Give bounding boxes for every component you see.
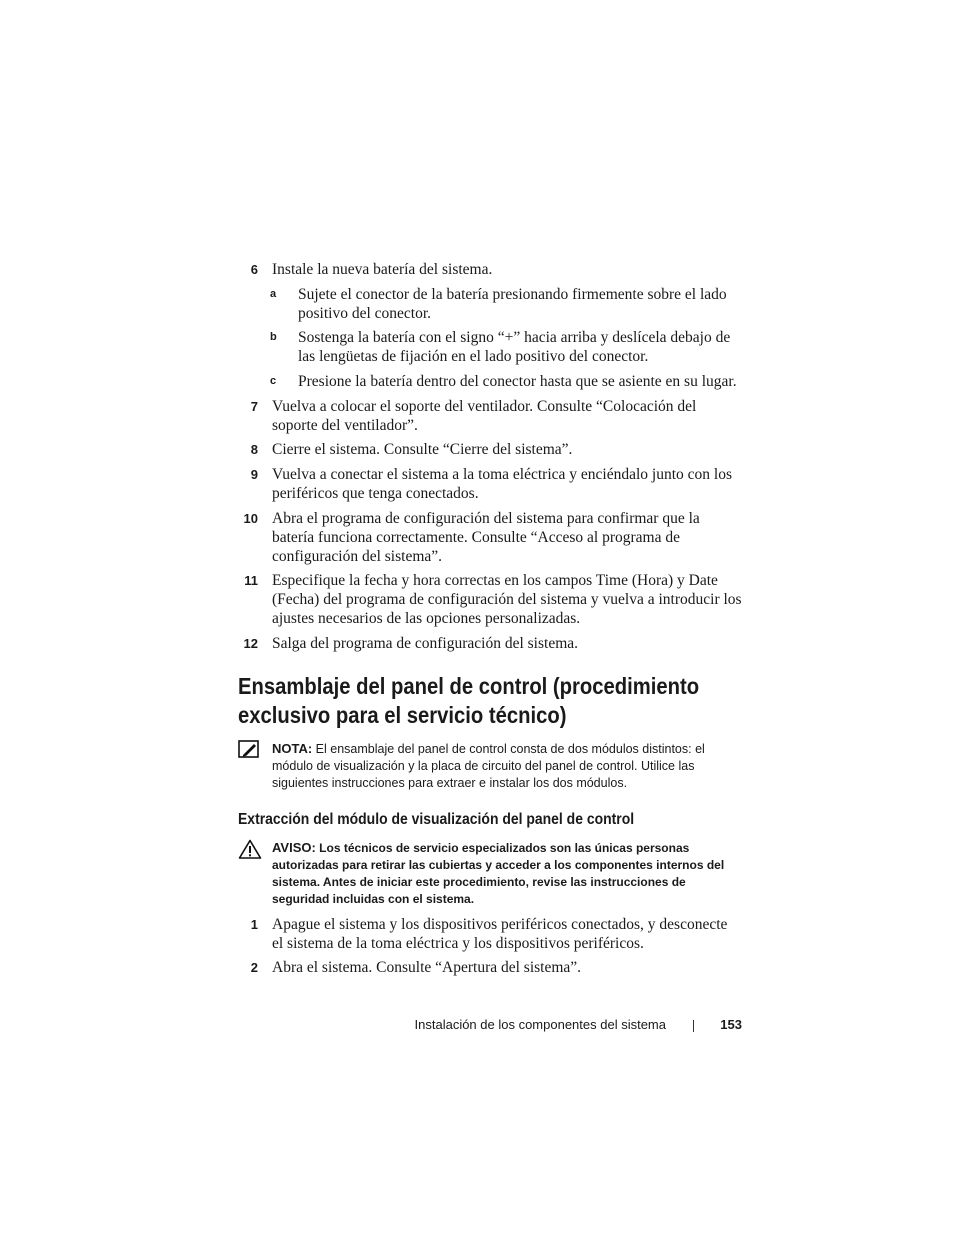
step-number: 9	[250, 467, 258, 482]
step-number: 7	[250, 399, 258, 414]
field-name-time: Time	[595, 572, 628, 589]
field-name-date: Date	[688, 572, 718, 589]
substep-text: Sujete el conector de la batería presionando firmemente sobre el lado positivo del conector.	[298, 286, 727, 322]
step-number: 11	[244, 573, 258, 588]
step-text-part: Especifique la fecha y hora correctas en los campos	[272, 572, 596, 589]
page-footer	[238, 1014, 742, 1036]
step-text: Vuelva a colocar el soporte del ventilador. Consulte “Colocación del soporte del ventilador”.	[272, 398, 697, 434]
note-body	[272, 740, 742, 792]
step-text: Instale la nueva batería del sistema.	[272, 261, 493, 278]
substep-text: Presione la batería dentro del conector hasta que se asiente en su lugar.	[298, 373, 737, 390]
step-text-part: (Hora) y	[627, 572, 689, 589]
substep-text: Sostenga la batería con el signo “+” hacia arriba y deslícela debajo de las lengüetas de fijación en el lado positivo del conector.	[298, 329, 731, 365]
step-number: 8	[250, 442, 258, 457]
step-text: Apague el sistema y los dispositivos periféricos conectados, y desconecte el sistema de la toma eléctrica y los dispositivos periféricos.	[272, 916, 728, 952]
step-text: Salga del programa de configuración del sistema.	[272, 635, 579, 652]
substep-letter: b	[270, 331, 277, 343]
warning-body	[272, 839, 742, 908]
pencil-note-icon	[238, 740, 260, 763]
section-heading: Ensamblaje del panel de control (procedimiento exclusivo para el servicio técnico)	[238, 673, 700, 728]
page-number: 153	[720, 1017, 742, 1032]
step-text-part: (Fecha) del programa de configuración del sistema y vuelva a introducir los ajustes necesarios de las opciones personalizadas.	[272, 591, 742, 627]
step-text: Cierre el sistema. Consulte “Cierre del sistema”.	[272, 441, 573, 458]
note-label: NOTA:	[272, 741, 313, 756]
subsection-heading: Extracción del módulo de visualización del panel de control	[238, 811, 635, 828]
warning-triangle-icon	[238, 839, 262, 864]
step-text: Vuelva a conectar el sistema a la toma eléctrica y enciéndalo junto con los periféricos que tenga conectados.	[272, 466, 732, 502]
step-text: Abra el sistema. Consulte “Apertura del sistema”.	[272, 959, 582, 976]
substep-letter: a	[270, 288, 277, 300]
warning-label: AVISO:	[272, 840, 316, 855]
step-text	[272, 571, 742, 628]
warning-text: Los técnicos de servicio especializados son las únicas personas autorizadas para retirar las cubiertas y acceder a los componentes internos del sistema. Antes de iniciar este procedimiento, revise las instrucciones de seguridad incluidas con el sistema.	[272, 841, 725, 906]
footer-divider	[693, 1020, 694, 1032]
footer-chapter-title: Instalación de los componentes del sistema	[414, 1017, 666, 1032]
note-text: El ensamblaje del panel de control consta de dos módulos distintos: el módulo de visualización y la placa de circuito del panel de control. Utilice las siguientes instrucciones para extraer e instalar los dos módulos.	[272, 742, 705, 790]
step-number: 6	[250, 262, 258, 277]
substep-letter: c	[270, 375, 277, 387]
step-number: 12	[243, 636, 258, 651]
step-number: 2	[250, 960, 258, 975]
step-number: 1	[250, 917, 258, 932]
step-number: 10	[243, 511, 258, 526]
step-text: Abra el programa de configuración del sistema para confirmar que la batería funciona correctamente. Consulte “Acceso al programa de configuración del sistema”.	[272, 510, 700, 565]
